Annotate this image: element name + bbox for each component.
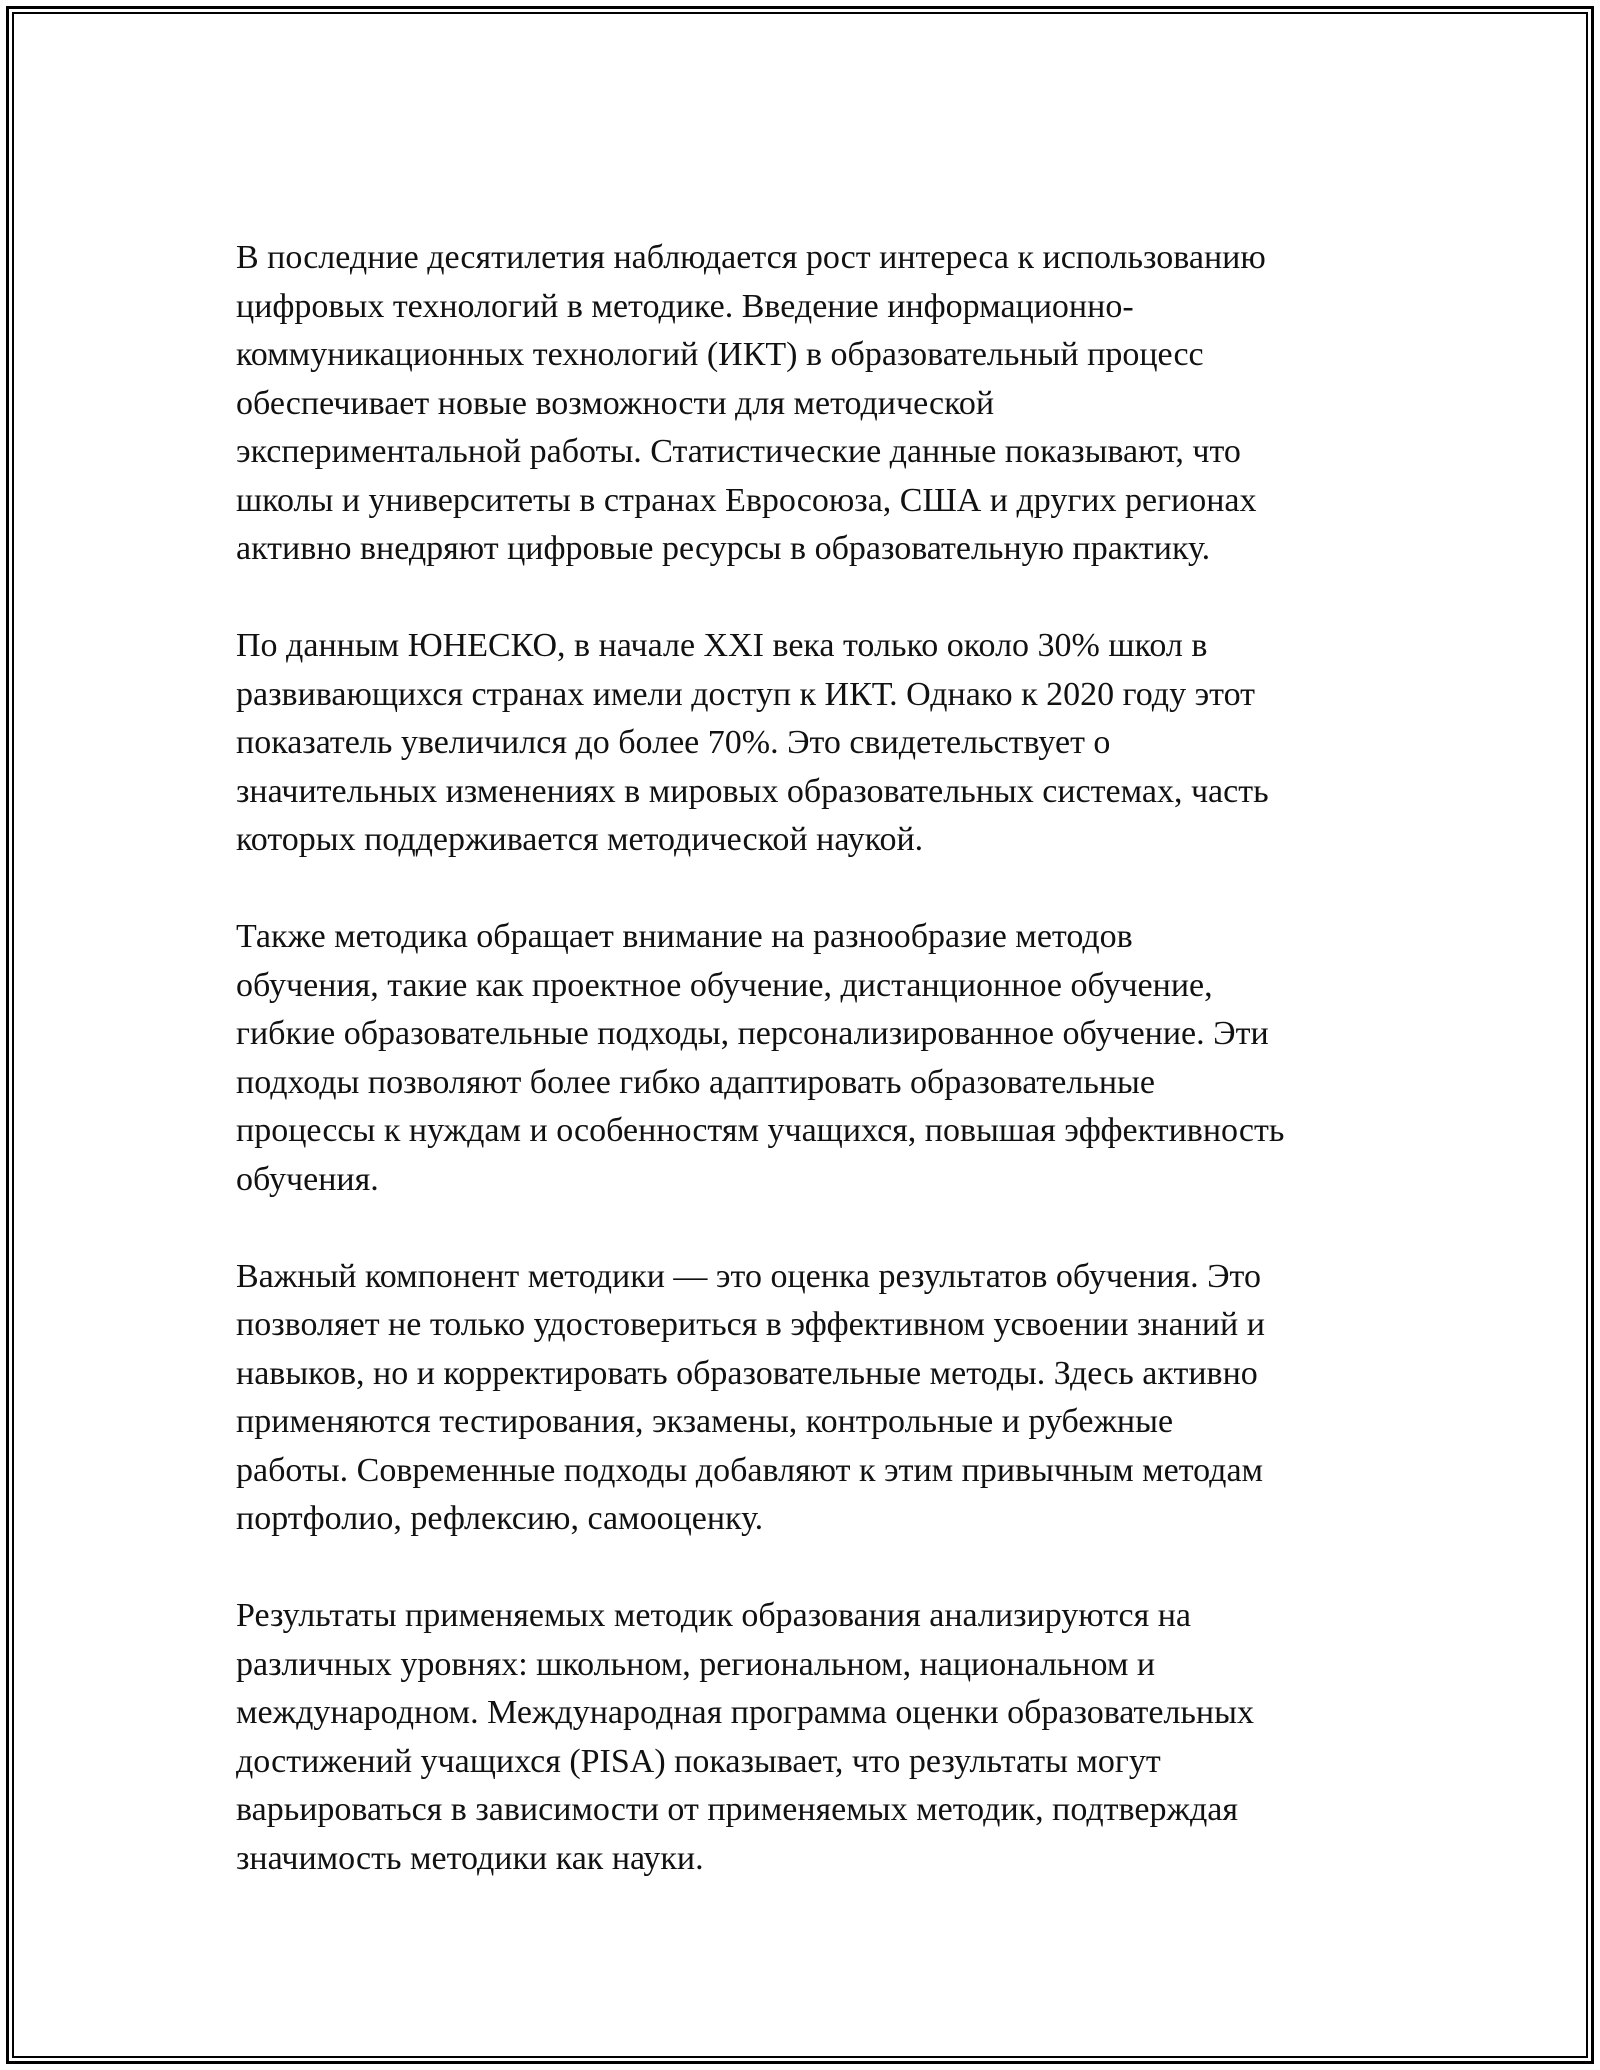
text-line: работы. Современные подходы добавляют к этим привычным методам [236,1451,1264,1489]
paragraph-teaching-methods [236,913,1396,1204]
text-line: значимость методики как науки. [236,1839,704,1877]
text-line: гибкие образовательные подходы, персонализированное обучение. Эти [236,1015,1269,1052]
text-line: экспериментальной работы. Статистические данные показывают, что [236,433,1241,470]
text-line: портфолио, рефлексию, самооценку. [236,1500,764,1537]
paragraph-results-analysis [236,1592,1396,1883]
text-line: цифровых технологий в методике. Введение информационно- [236,287,1134,325]
text-line: применяются тестирования, экзамены, контрольные и рубежные [236,1403,1174,1440]
text-line: активно внедряют цифровые ресурсы в образовательную практику. [236,530,1211,567]
text-line: навыков, но и корректировать образовательные методы. Здесь активно [236,1354,1258,1392]
text-line: достижений учащихся (PISA) показывает, что результаты могут [236,1742,1161,1780]
text-line: обучения, такие как проектное обучение, дистанционное обучение, [236,966,1213,1004]
text-line: Также методика обращает внимание на разнообразие методов [236,918,1133,955]
text-line: показатель увеличился до более 70%. Это свидетельствует о [236,724,1111,761]
text-line: различных уровнях: школьном, региональном, национальном и [236,1645,1156,1683]
text-line: развивающихся странах имели доступ к ИКТ. Однако к 2020 году этот [236,675,1255,713]
text-line: позволяет не только удостовериться в эффективном усвоении знаний и [236,1306,1265,1343]
text-line: Важный компонент методики — это оценка результатов обучения. Это [236,1257,1261,1295]
text-line: По данным ЮНЕСКО, в начале XXI века только около 30% школ в [236,627,1208,664]
paragraph-unesco-statistics [236,622,1396,865]
text-line: значительных изменениях в мировых образовательных системах, часть [236,772,1269,810]
text-line: В последние десятилетия наблюдается рост интереса к использованию [236,239,1266,276]
document-body [236,234,1396,1932]
paragraph-digital-technologies [236,234,1396,574]
text-line: которых поддерживается методической наукой. [236,821,924,858]
text-line: обеспечивает новые возможности для методической [236,384,995,422]
text-line: подходы позволяют более гибко адаптировать образовательные [236,1063,1155,1101]
text-line: международном. Международная программа оценки образовательных [236,1694,1254,1731]
text-line: обучения. [236,1160,379,1198]
text-line: коммуникационных технологий (ИКТ) в образовательный процесс [236,336,1204,373]
text-line: варьироваться в зависимости от применяемых методик, подтверждая [236,1791,1239,1828]
text-line: процессы к нуждам и особенностям учащихся, повышая эффективность [236,1112,1285,1149]
text-line: школы и университеты в странах Евросоюза, США и других регионах [236,481,1257,519]
paragraph-assessment [236,1253,1396,1544]
text-line: Результаты применяемых методик образования анализируются на [236,1597,1191,1634]
